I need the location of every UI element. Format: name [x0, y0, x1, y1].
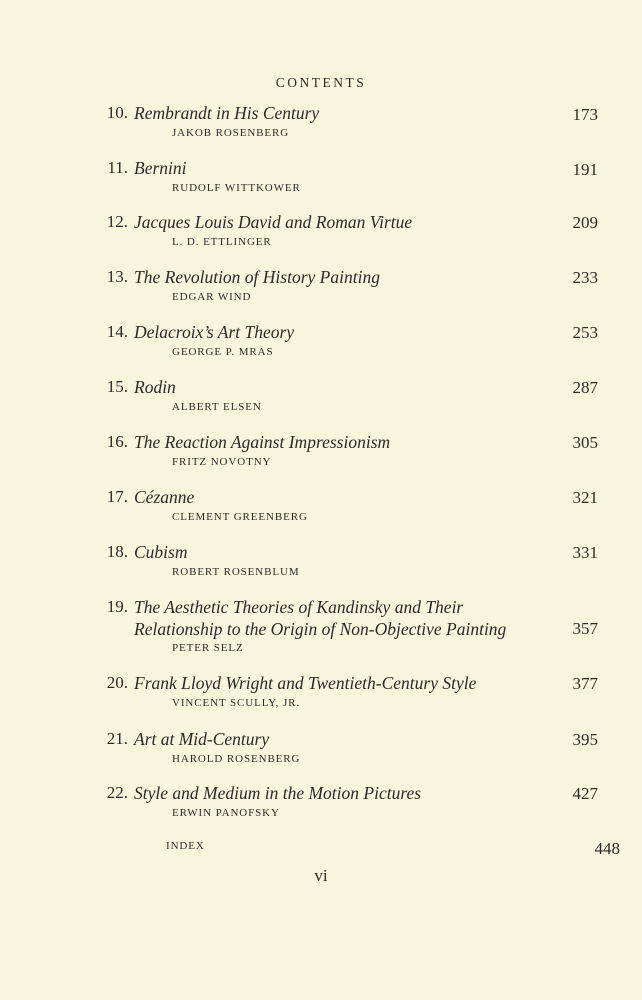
entry-author: ROBERT ROSENBLUM	[172, 566, 300, 578]
entry-author: ALBERT ELSEN	[172, 401, 262, 413]
entry-author: L. D. ETTLINGER	[172, 236, 272, 248]
entry-title: The Revolution of History Painting	[134, 267, 380, 287]
entry-title: Art at Mid-Century	[134, 729, 270, 749]
entry-number: 18.	[106, 542, 128, 561]
entry-title: Cézanne	[134, 487, 195, 507]
entry-title: Rembrandt in His Century	[134, 103, 320, 123]
entry-author: EDGAR WIND	[172, 291, 252, 303]
index-page: 448	[594, 839, 620, 858]
contents-heading: CONTENTS	[275, 75, 367, 90]
entry-author: FRITZ NOVOTNY	[172, 456, 272, 468]
entry-number: 16.	[106, 432, 128, 451]
entry-page: 357	[572, 619, 598, 638]
entry-author: ERWIN PANOFSKY	[172, 807, 280, 819]
entry-page: 253	[572, 323, 598, 342]
entry-page: 321	[572, 488, 598, 507]
entry-author: JAKOB ROSENBERG	[172, 127, 290, 139]
entry-number: 14.	[106, 322, 128, 341]
entry-page: 331	[572, 543, 598, 562]
entry-number: 13.	[106, 267, 128, 286]
entry-number: 12.	[106, 212, 128, 231]
entry-number: 11.	[107, 158, 128, 177]
entry-number: 17.	[106, 487, 128, 506]
entry-page: 233	[572, 268, 598, 287]
entry-title: Rodin	[134, 377, 176, 397]
entry-author: HAROLD ROSENBERG	[172, 753, 301, 765]
entry-number: 22.	[106, 783, 128, 802]
entry-number: 10.	[106, 103, 128, 122]
entry-page: 191	[572, 160, 598, 179]
entry-author: VINCENT SCULLY, JR.	[172, 697, 301, 709]
entry-author: RUDOLF WITTKOWER	[172, 182, 301, 194]
entry-title: The Reaction Against Impressionism	[134, 432, 391, 452]
entry-number: 15.	[106, 377, 128, 396]
entry-page: 209	[572, 213, 598, 232]
entry-title: Style and Medium in the Motion Pictures	[134, 783, 422, 803]
entry-number: 20.	[106, 673, 128, 692]
entry-author: GEORGE P. MRAS	[172, 346, 274, 358]
entry-page: 377	[572, 674, 598, 693]
entry-page: 427	[572, 784, 598, 803]
entry-author: PETER SELZ	[172, 642, 244, 654]
entry-title: Bernini	[134, 158, 187, 178]
page-folio: vi	[314, 866, 328, 885]
entry-title: Delacroix’s Art Theory	[134, 322, 295, 342]
entry-author: CLEMENT GREENBERG	[172, 511, 308, 523]
entry-page: 287	[572, 378, 598, 397]
entry-page: 395	[572, 730, 598, 749]
entry-number: 19.	[106, 597, 128, 616]
entry-page: 305	[572, 433, 598, 452]
entry-title: The Aesthetic Theories of Kandinsky and Their Relationship to the Origin of Non-Objective Painting	[134, 597, 507, 639]
index-label: INDEX	[166, 840, 205, 852]
entry-title: Frank Lloyd Wright and Twentieth-Century Style	[134, 673, 477, 693]
entry-title: Jacques Louis David and Roman Virtue	[134, 212, 413, 232]
entry-number: 21.	[106, 729, 128, 748]
entry-title: Cubism	[134, 542, 188, 562]
entry-page: 173	[572, 105, 598, 124]
